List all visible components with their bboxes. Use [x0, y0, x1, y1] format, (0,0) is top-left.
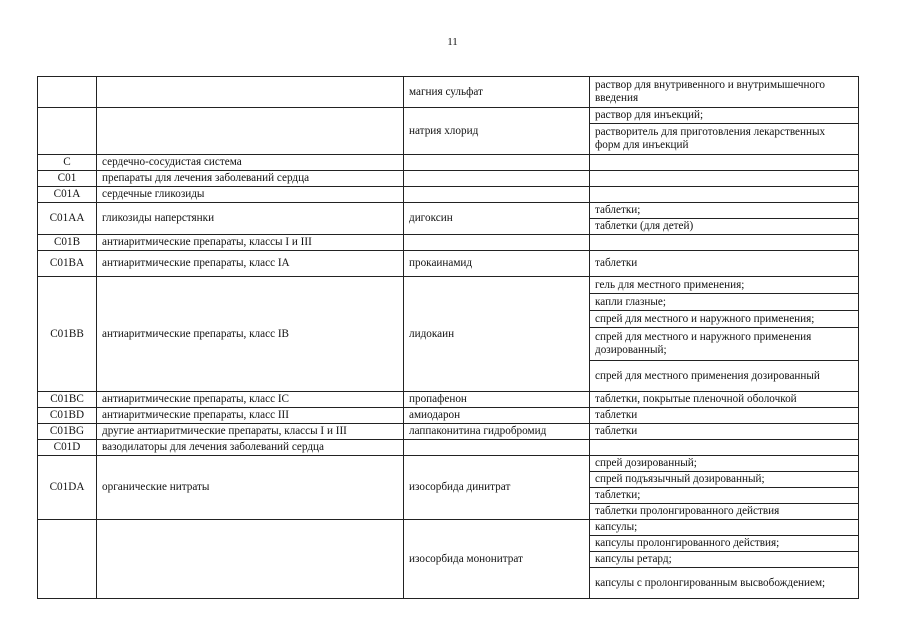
dosage-form-cell: спрей для местного применения дозированный	[590, 361, 859, 392]
drug-name-cell	[404, 187, 590, 203]
drug-name-cell: изосорбида мононитрат	[404, 520, 590, 599]
drug-name-cell: амиодарон	[404, 408, 590, 424]
dosage-form-cell: спрей для местного и наружного применения;	[590, 311, 859, 328]
table-row	[38, 171, 859, 187]
group-name-cell: антиаритмические препараты, класс IA	[97, 251, 404, 277]
atc-code-cell: C01D	[38, 440, 97, 456]
dosage-form-cell: таблетки пролонгированного действия	[590, 504, 859, 520]
dosage-form-cell: таблетки, покрытые пленочной оболочкой	[590, 392, 859, 408]
dosage-form-cell: таблетки;	[590, 203, 859, 219]
table-row	[38, 203, 859, 219]
dosage-form-cell: таблетки	[590, 424, 859, 440]
group-name-cell: органические нитраты	[97, 456, 404, 520]
table-row	[38, 235, 859, 251]
atc-code-cell: C01	[38, 171, 97, 187]
group-name-cell: антиаритмические препараты, классы I и III	[97, 235, 404, 251]
group-name-cell	[97, 77, 404, 108]
dosage-form-cell	[590, 235, 859, 251]
table-row	[38, 392, 859, 408]
drug-classification-table	[37, 76, 859, 599]
atc-code-cell: C01BG	[38, 424, 97, 440]
atc-code-cell: C01BD	[38, 408, 97, 424]
group-name-cell: антиаритмические препараты, класс III	[97, 408, 404, 424]
atc-code-cell: C01BA	[38, 251, 97, 277]
dosage-form-cell: таблетки (для детей)	[590, 219, 859, 235]
atc-code-cell: C01BB	[38, 277, 97, 392]
group-name-cell: гликозиды наперстянки	[97, 203, 404, 235]
group-name-cell: антиаритмические препараты, класс IB	[97, 277, 404, 392]
dosage-form-cell: спрей для местного и наружного применения дозированный;	[590, 328, 859, 361]
drug-name-cell	[404, 440, 590, 456]
atc-code-cell: C01DA	[38, 456, 97, 520]
drug-name-cell: лаппаконитина гидробромид	[404, 424, 590, 440]
table-row	[38, 408, 859, 424]
drug-name-cell: изосорбида динитрат	[404, 456, 590, 520]
atc-code-cell: C01AA	[38, 203, 97, 235]
atc-code-cell	[38, 520, 97, 599]
atc-code-cell: C01B	[38, 235, 97, 251]
table-row	[38, 424, 859, 440]
table-row	[38, 520, 859, 536]
dosage-form-cell	[590, 187, 859, 203]
table-row	[38, 456, 859, 472]
atc-code-cell	[38, 108, 97, 155]
table-row	[38, 277, 859, 294]
dosage-form-cell	[590, 155, 859, 171]
atc-code-cell: C	[38, 155, 97, 171]
drug-name-cell: пропафенон	[404, 392, 590, 408]
table-row	[38, 187, 859, 203]
group-name-cell	[97, 520, 404, 599]
group-name-cell: сердечные гликозиды	[97, 187, 404, 203]
dosage-form-cell: раствор для инъекций;	[590, 108, 859, 124]
dosage-form-cell	[590, 171, 859, 187]
atc-code-cell	[38, 77, 97, 108]
atc-code-cell: C01BC	[38, 392, 97, 408]
dosage-form-cell: таблетки	[590, 408, 859, 424]
drug-name-cell: дигоксин	[404, 203, 590, 235]
dosage-form-cell: спрей подъязычный дозированный;	[590, 472, 859, 488]
dosage-form-cell: капсулы ретард;	[590, 552, 859, 568]
drug-name-cell: магния сульфат	[404, 77, 590, 108]
drug-name-cell: лидокаин	[404, 277, 590, 392]
dosage-form-cell: капсулы с пролонгированным высвобождением;	[590, 568, 859, 599]
dosage-form-cell: таблетки;	[590, 488, 859, 504]
dosage-form-cell: капсулы;	[590, 520, 859, 536]
table-row	[38, 440, 859, 456]
dosage-form-cell: раствор для внутривенного и внутримышечного введения	[590, 77, 859, 108]
dosage-form-cell: растворитель для приготовления лекарственных форм для инъекций	[590, 124, 859, 155]
table-row	[38, 108, 859, 124]
group-name-cell: сердечно-сосудистая система	[97, 155, 404, 171]
group-name-cell: вазодилаторы для лечения заболеваний сердца	[97, 440, 404, 456]
page-number: 11	[447, 36, 458, 48]
group-name-cell: препараты для лечения заболеваний сердца	[97, 171, 404, 187]
drug-name-cell: прокаинамид	[404, 251, 590, 277]
dosage-form-cell: спрей дозированный;	[590, 456, 859, 472]
group-name-cell	[97, 108, 404, 155]
group-name-cell: антиаритмические препараты, класс IC	[97, 392, 404, 408]
dosage-form-cell: гель для местного применения;	[590, 277, 859, 294]
atc-code-cell: C01A	[38, 187, 97, 203]
drug-name-cell	[404, 171, 590, 187]
dosage-form-cell	[590, 440, 859, 456]
dosage-form-cell: капли глазные;	[590, 294, 859, 311]
group-name-cell: другие антиаритмические препараты, классы I и III	[97, 424, 404, 440]
drug-name-cell	[404, 235, 590, 251]
table-row	[38, 77, 859, 108]
table-row	[38, 251, 859, 277]
dosage-form-cell: таблетки	[590, 251, 859, 277]
drug-name-cell: натрия хлорид	[404, 108, 590, 155]
table-row	[38, 155, 859, 171]
dosage-form-cell: капсулы пролонгированного действия;	[590, 536, 859, 552]
drug-name-cell	[404, 155, 590, 171]
